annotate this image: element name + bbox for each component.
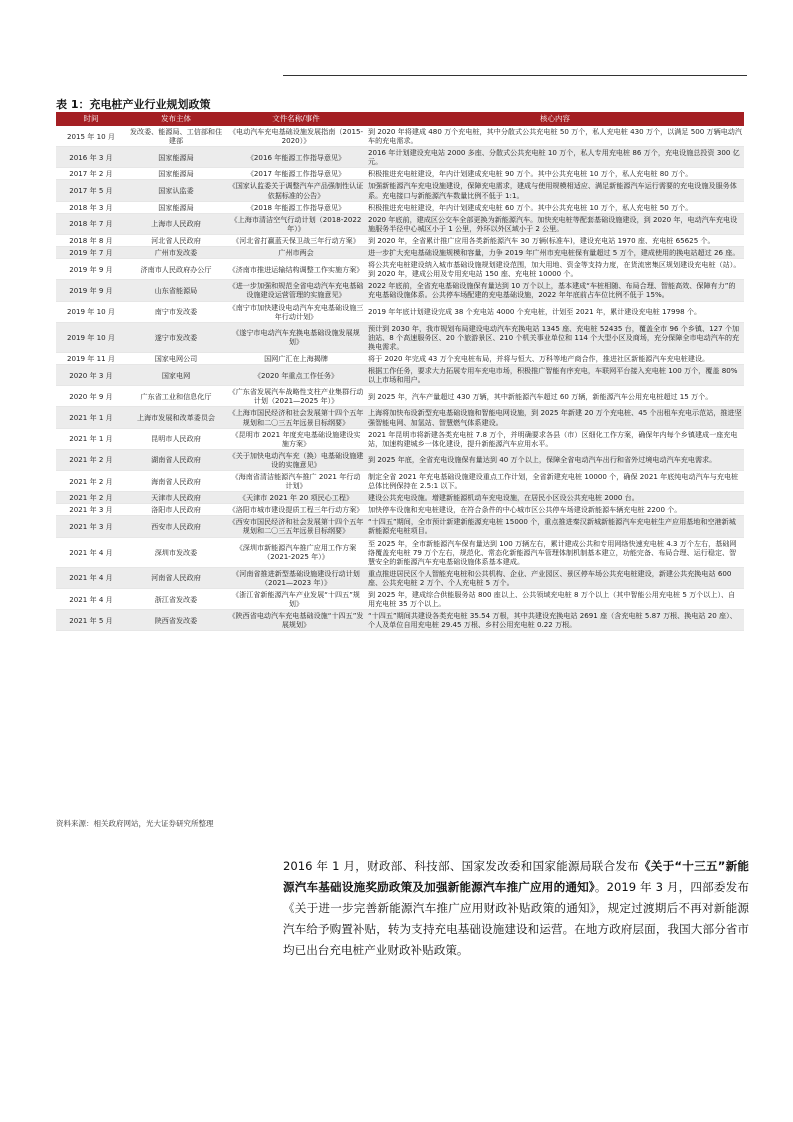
cell-core-content: 2016 年计划建设充电站 2000 多座、分散式公共充电桩 10 万个，私人专用充电桩 86 万个，充电设施总投资 300 亿元。 — [366, 147, 744, 168]
table-row — [56, 352, 744, 364]
cell-publisher: 广州市发改委 — [126, 247, 226, 259]
cell-document: 《上海市清洁空气行动计划（2018-2022 年）》 — [226, 213, 366, 234]
table-row — [56, 504, 744, 516]
cell-time: 2021 年 3 月 — [56, 504, 126, 516]
header-time: 时间 — [56, 112, 126, 126]
cell-publisher: 河南省人民政府 — [126, 567, 226, 588]
cell-time: 2016 年 3 月 — [56, 147, 126, 168]
cell-core-content: 重点推进居民区个人智能充电桩和公共机构、企业、产业园区、景区停车场公共充电桩建设，新建公共充换电站 600 座、公共充电桩 2 万个、个人充电桩 5 万个。 — [366, 567, 744, 588]
cell-document: 《深圳市新能源汽车推广应用工作方案（2021-2025 年）》 — [226, 537, 366, 567]
table-row — [56, 428, 744, 449]
cell-time: 2019 年 9 月 — [56, 259, 126, 280]
cell-publisher: 天津市人民政府 — [126, 492, 226, 504]
cell-core-content: 预计到 2030 年，我市规划布局建设电动汽车充换电站 1345 座、充电桩 52435 台，覆盖全市 96 个乡镇、127 个加油站、8 个高速服务区、20 个旅游景区、210 个机关事业单位和 114 个大型小区及商场，充分保障全市电动汽车的充换电需求。 — [366, 322, 744, 352]
cell-time: 2021 年 2 月 — [56, 492, 126, 504]
cell-publisher: 上海市人民政府 — [126, 213, 226, 234]
table-row — [56, 201, 744, 213]
table-row — [56, 147, 744, 168]
cell-time: 2020 年 3 月 — [56, 365, 126, 386]
cell-document: 《天津市 2021 年 20 项民心工程》 — [226, 492, 366, 504]
cell-document: 《洛阳市城市建设提质工程三年行动方案》 — [226, 504, 366, 516]
cell-time: 2019 年 10 月 — [56, 301, 126, 322]
paragraph-bold-title: 《关于“十三五”新能源汽车基础设施奖励政策及加强新能源汽车推广应用的通知》 — [283, 859, 749, 894]
table-row — [56, 386, 744, 407]
cell-publisher: 洛阳市人民政府 — [126, 504, 226, 516]
table-row — [56, 180, 744, 201]
cell-publisher: 国家能源局 — [126, 201, 226, 213]
header-rule — [283, 75, 747, 76]
cell-time: 2018 年 8 月 — [56, 234, 126, 246]
cell-core-content: 上海将加快布设新型充电基础设施和智能电网设施，到 2025 年新建 20 万个充电桩、45 个出租车充电示范站，推进坚强智能电网、加氢站、智慧燃气体系建设。 — [366, 407, 744, 428]
cell-publisher: 深圳市发改委 — [126, 537, 226, 567]
cell-document: 《电动汽车充电基础设施发展指南（2015-2020）》 — [226, 126, 366, 147]
cell-time: 2019 年 7 月 — [56, 247, 126, 259]
cell-core-content: 2019 年年底计划建设完成 38 个充电站 4000 个充电桩，计划至 2021 年，累计建设充电桩 17998 个。 — [366, 301, 744, 322]
cell-document: 《昆明市 2021 年度充电基础设施建设实施方案》 — [226, 428, 366, 449]
table-row — [56, 492, 744, 504]
table-row — [56, 259, 744, 280]
cell-document: 《2018 年能源工作指导意见》 — [226, 201, 366, 213]
cell-document: 《上海市国民经济和社会发展第十四个五年规划和二〇三五年远景目标纲要》 — [226, 407, 366, 428]
cell-publisher: 国家电网公司 — [126, 352, 226, 364]
cell-core-content: 至 2025 年，全市新能源汽车保有量达到 100 万辆左右，累计建成公共和专用网络快速充电桩 4.3 万个左右，基础网络覆盖充电桩 79 万个左右，规范化、常态化新能源汽车管理体制机制基本建立，功能完备、布局合理、运行稳定、智慧安全的新能源汽车充电基础设施体系基本建成。 — [366, 537, 744, 567]
paragraph-text-2: 。2019 年 3 月，四部委发布《关于进一步完善新能源汽车推广应用财政补贴政策的通知》，规定过渡期后不再对新能源汽车给予购置补贴，转为支持充电基础设施建设和运营。在地方政府层面，我国大部分省市均已出台充电桩产业财政补贴政策。 — [283, 880, 749, 957]
cell-time: 2021 年 4 月 — [56, 567, 126, 588]
table-body — [56, 126, 744, 631]
cell-publisher: 浙江省发改委 — [126, 589, 226, 610]
table-row — [56, 449, 744, 470]
cell-core-content: 根据工作任务，要求大力拓展专用车充电市场，积极推广智能有序充电，车联网平台接入充电桩 100 万个，覆盖 80% 以上市场和用户。 — [366, 365, 744, 386]
cell-document: 《2017 年能源工作指导意见》 — [226, 168, 366, 180]
cell-core-content: 加强新能源汽车充电设施建设，保障充电需求，建成与使用规模相适应、满足新能源汽车运行需要的充电设施及服务体系。充电接口与新能源汽车数量比例不低于 1:1。 — [366, 180, 744, 201]
table-header-row — [56, 112, 744, 126]
cell-publisher: 国家认监委 — [126, 180, 226, 201]
table-row — [56, 407, 744, 428]
cell-core-content: “十四五”期间，全市预计新建新能源充电桩 15000 个，重点推进秦汉新城新能源汽车充电桩生产应用基地和空港新城新能源充电桩项目。 — [366, 516, 744, 537]
header-document: 文件名称/事件 — [226, 112, 366, 126]
cell-publisher: 昆明市人民政府 — [126, 428, 226, 449]
cell-core-content: 进一步扩大充电基础设施规模和容量，力争 2019 年广州市充电桩保有量超过 5 万个，建成使用的换电站超过 26 座。 — [366, 247, 744, 259]
cell-publisher: 发改委、能源局、工信部和住建部 — [126, 126, 226, 147]
table-row — [56, 322, 744, 352]
header-core-content: 核心内容 — [366, 112, 744, 126]
header-publisher: 发布主体 — [126, 112, 226, 126]
cell-time: 2018 年 3 月 — [56, 201, 126, 213]
cell-document: 《南宁市加快建设电动汽车充电基础设施三年行动计划》 — [226, 301, 366, 322]
cell-publisher: 国家电网 — [126, 365, 226, 386]
cell-core-content: 2020 年底前，建成区公交车全部更换为新能源汽车。加快充电桩等配套基础设施建设，到 2020 年，电动汽车充电设施服务半径中心城区小于 1 公里，外环以外区域小于 2 公里。 — [366, 213, 744, 234]
cell-time: 2020 年 9 月 — [56, 386, 126, 407]
table-row — [56, 589, 744, 610]
cell-document: 国网广汇在上海揭牌 — [226, 352, 366, 364]
table-row — [56, 168, 744, 180]
cell-publisher: 国家能源局 — [126, 147, 226, 168]
table-row — [56, 365, 744, 386]
cell-core-content: 积极推进充电桩建设，年内计划建成充电桩 90 万个。其中公共充电桩 10 万个，私人充电桩 80 万个。 — [366, 168, 744, 180]
cell-document: 《2020 年重点工作任务》 — [226, 365, 366, 386]
cell-document: 《浙江省新能源汽车产业发展“十四五”规划》 — [226, 589, 366, 610]
cell-document: 《遂宁市电动汽车充换电基础设施发展规划》 — [226, 322, 366, 352]
cell-time: 2021 年 2 月 — [56, 471, 126, 492]
cell-time: 2019 年 9 月 — [56, 280, 126, 301]
cell-core-content: 建设公共充电设施。增建新能源机动车充电设施，在居民小区设公共充电桩 2000 台。 — [366, 492, 744, 504]
cell-document: 《西安市国民经济和社会发展第十四个五年规划和二〇三五年远景目标纲要》 — [226, 516, 366, 537]
cell-document: 《海南省清洁能源汽车推广 2021 年行动计划》 — [226, 471, 366, 492]
cell-document: 《河北省打赢蓝天保卫战三年行动方案》 — [226, 234, 366, 246]
cell-core-content: 2022 年底前，全省充电基础设施保有量达到 10 万个以上，基本建成“车桩相随、布局合理、智能高效、保障有力”的充电基础设施体系。公共停车场配建的充电基础设施，2022 年年底前占车位比例不低于 15%。 — [366, 280, 744, 301]
cell-core-content: 将公共充电桩建设纳入城市基础设施规划建设范围，加大用地、资金等支持力度，在货流密集区规划建设充电桩（站）。到 2020 年，建成公用及专用充电站 150 座、充电桩 10000 个。 — [366, 259, 744, 280]
cell-time: 2018 年 7 月 — [56, 213, 126, 234]
cell-publisher: 南宁市发改委 — [126, 301, 226, 322]
table-row — [56, 126, 744, 147]
cell-document: 《济南市推进运输结构调整工作实施方案》 — [226, 259, 366, 280]
source-note: 资料来源：相关政府网站，光大证券研究所整理 — [56, 819, 214, 828]
cell-publisher: 遂宁市发改委 — [126, 322, 226, 352]
cell-time: 2021 年 3 月 — [56, 516, 126, 537]
table-row — [56, 610, 744, 631]
cell-time: 2021 年 5 月 — [56, 610, 126, 631]
table-row — [56, 471, 744, 492]
cell-document: 《进一步加强和规范全省电动汽车充电基础设施建设运营管理的实施意见》 — [226, 280, 366, 301]
cell-time: 2021 年 1 月 — [56, 428, 126, 449]
cell-publisher: 山东省能源局 — [126, 280, 226, 301]
cell-publisher: 西安市人民政府 — [126, 516, 226, 537]
policy-table — [56, 112, 744, 631]
cell-core-content: 将于 2020 年完成 43 万个充电桩布局，并将与恒大、万科等地产商合作，推进社区新能源汽车充电桩建设。 — [366, 352, 744, 364]
cell-time: 2015 年 10 月 — [56, 126, 126, 147]
table-row — [56, 247, 744, 259]
cell-document: 《陕西省电动汽车充电基础设施“十四五”发展规划》 — [226, 610, 366, 631]
cell-time: 2019 年 10 月 — [56, 322, 126, 352]
cell-core-content: 2021 年昆明市将新建各类充电桩 7.8 万个，并明确要求各县（市）区细化工作方案，确保年内每个乡镇建成一座充电站，加速构建城乡一体化建设，提升新能源汽车应用水平。 — [366, 428, 744, 449]
table-row — [56, 213, 744, 234]
cell-core-content: 加快停车设施和充电桩建设，在符合条件的中心城市区公共停车场建设新能源车辆充电桩 2200 个。 — [366, 504, 744, 516]
cell-time: 2021 年 1 月 — [56, 407, 126, 428]
table-row — [56, 301, 744, 322]
cell-publisher: 济南市人民政府办公厅 — [126, 259, 226, 280]
cell-document: 《2016 年能源工作指导意见》 — [226, 147, 366, 168]
cell-time: 2021 年 4 月 — [56, 589, 126, 610]
table-title: 表 1：充电桩产业行业规划政策 — [56, 98, 211, 111]
cell-publisher: 陕西省发改委 — [126, 610, 226, 631]
cell-time: 2017 年 2 月 — [56, 168, 126, 180]
cell-core-content: 到 2020 年，全省累计推广应用各类新能源汽车 30 万辆(标准车)，建设充电站 1970 座、充电桩 65625 个。 — [366, 234, 744, 246]
body-paragraph — [283, 856, 749, 961]
cell-core-content: 到 2020 年将建成 480 万个充电桩，其中分散式公共充电桩 50 万个，私人充电桩 430 万个，以满足 500 万辆电动汽车的充电需求。 — [368, 127, 742, 146]
table-row — [56, 567, 744, 588]
cell-core-content: 到 2025 年，汽车产量超过 430 万辆，其中新能源汽车超过 60 万辆，新能源汽车公用充电桩超过 15 万个。 — [366, 386, 744, 407]
cell-time: 2021 年 4 月 — [56, 537, 126, 567]
cell-document: 《关于加快电动汽车充（换）电基础设施建设的实施意见》 — [226, 449, 366, 470]
cell-publisher: 海南省人民政府 — [126, 471, 226, 492]
cell-time: 2019 年 11 月 — [56, 352, 126, 364]
cell-document: 《国家认监委关于调整汽车产品强制性认证依据标准的公告》 — [226, 180, 366, 201]
cell-publisher: 河北省人民政府 — [126, 234, 226, 246]
table-row — [56, 516, 744, 537]
cell-time: 2017 年 5 月 — [56, 180, 126, 201]
table-row — [56, 234, 744, 246]
cell-document: 《河南省推进新型基础设施建设行动计划（2021—2023 年）》 — [226, 567, 366, 588]
cell-publisher: 上海市发展和改革委员会 — [126, 407, 226, 428]
cell-core-content: “十四五”期间共建设各类充电桩 35.54 万根，其中共建设充换电站 2691 座（含充电桩 5.87 万根、换电站 20 座）、个人及单位自用充电桩 29.45 万根、乡村公用充电桩 0.22 万根。 — [366, 610, 744, 631]
cell-publisher: 国家能源局 — [126, 168, 226, 180]
cell-core-content: 到 2025 年，建成综合供能服务站 800 座以上、公共领域充电桩 8 万个以上（其中智能公用充电桩 5 万个以上）、自用充电桩 35 万个以上。 — [366, 589, 744, 610]
table-row — [56, 280, 744, 301]
cell-core-content: 积极推进充电桩建设，年内计划建成充电桩 60 万个。其中公共充电桩 10 万个，私人充电桩 50 万个。 — [366, 201, 744, 213]
cell-publisher: 湖南省人民政府 — [126, 449, 226, 470]
cell-publisher: 广东省工业和信息化厅 — [126, 386, 226, 407]
cell-core-content: 到 2025 年底，全省充电设施保有量达到 40 万个以上，保障全省电动汽车出行和省外过境电动汽车充电需求。 — [366, 449, 744, 470]
paragraph-text-1: 2016 年 1 月，财政部、科技部、国家发改委和国家能源局联合发布 — [283, 859, 639, 873]
cell-document: 《广东省发展汽车战略性支柱产业集群行动计划（2021—2025 年）》 — [226, 386, 366, 407]
cell-core-content: 制定全省 2021 年充电基础设施建设重点工作计划，全省新建充电桩 10000 个，确保 2021 年底纯电动汽车与充电桩总体比例保持在 2.5:1 以下。 — [366, 471, 744, 492]
table-row — [56, 537, 744, 567]
cell-document: 广州市两会 — [226, 247, 366, 259]
cell-time: 2021 年 2 月 — [56, 449, 126, 470]
